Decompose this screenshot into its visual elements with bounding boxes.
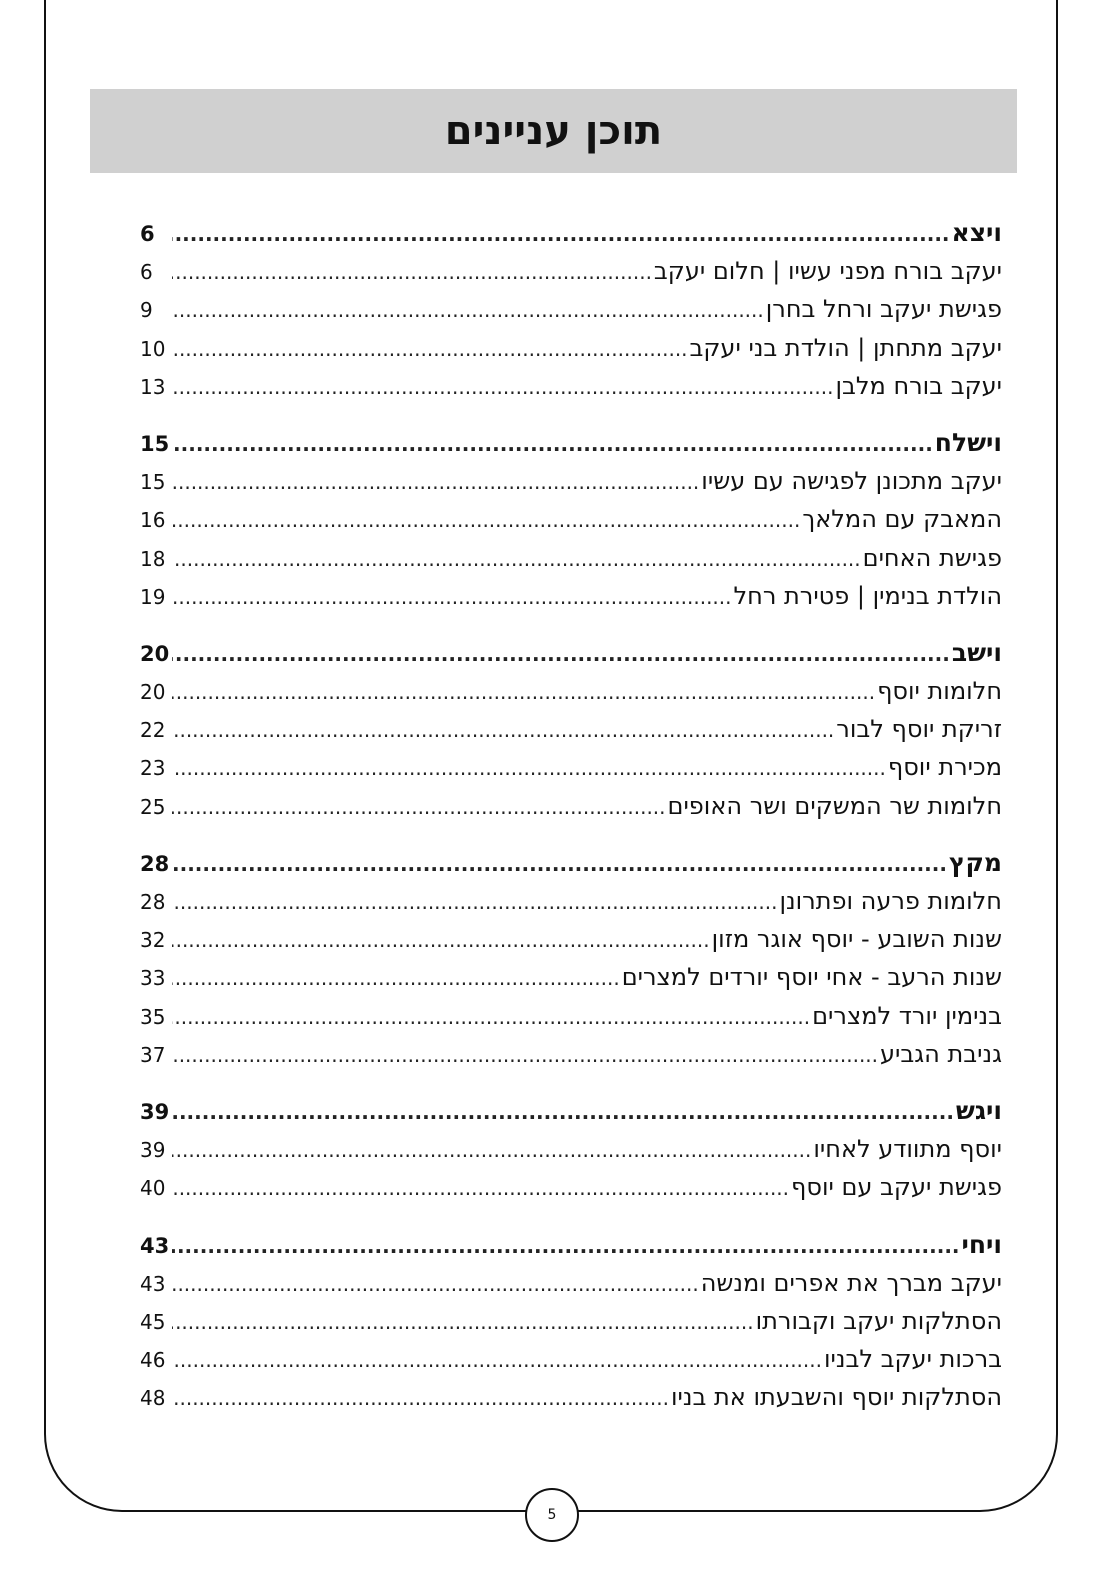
- dot-leader: [172, 253, 652, 291]
- toc-entry-title: שנות השובע - יוסף אוגר מזון: [711, 925, 1002, 954]
- toc-entry[interactable]: [140, 958, 1002, 996]
- dot-leader: [172, 1093, 954, 1131]
- toc-entry-page-number: 18: [140, 546, 166, 571]
- section-heading-title: ויצא: [951, 218, 1002, 247]
- section-page-number: 15: [140, 431, 170, 456]
- toc-entry-page-number: 22: [140, 718, 166, 743]
- toc-entry-title: פגישת האחים: [862, 543, 1002, 572]
- section-page-number: 20: [140, 641, 170, 666]
- section-page-number: 39: [140, 1099, 170, 1124]
- section-heading-title: ויחי: [961, 1229, 1002, 1259]
- toc-entry-title: חלומות יוסף: [877, 677, 1002, 706]
- toc-entry-title: חלומות פרעה ופתרונן: [779, 887, 1002, 915]
- dot-leader: [172, 673, 875, 711]
- dot-leader: [172, 959, 620, 997]
- dot-leader: [172, 711, 834, 749]
- toc-entry-title: זריקת יוסף לבור: [836, 715, 1002, 744]
- toc-section-heading[interactable]: [140, 1092, 1002, 1130]
- toc-entry-title: יעקב בורח מלבן: [835, 371, 1002, 400]
- dot-leader: [172, 463, 699, 501]
- toc-entry-page-number: 32: [140, 928, 166, 953]
- dot-leader: [172, 330, 688, 368]
- toc-entry-page-number: 45: [140, 1309, 166, 1334]
- toc-section: [140, 1226, 1002, 1417]
- toc-entry[interactable]: [140, 1340, 1002, 1378]
- toc-entry-title: גניבת הגביע: [880, 1039, 1002, 1068]
- dot-leader: [172, 1379, 669, 1417]
- toc-entry-page-number: 37: [140, 1042, 166, 1067]
- toc-entry-page-number: 48: [140, 1386, 166, 1411]
- toc-entry-page-number: 10: [140, 336, 166, 361]
- section-page-number: 43: [140, 1233, 170, 1258]
- toc-section: [140, 424, 1002, 615]
- dot-leader: [172, 1169, 789, 1207]
- toc-section: [140, 844, 1002, 1073]
- toc-section-heading[interactable]: [140, 1226, 1002, 1264]
- toc-entry-title: שנות הרעב - אחי יוסף יורדים למצרים: [621, 963, 1002, 992]
- toc-entry-page-number: 6: [140, 260, 153, 285]
- table-of-contents: [140, 214, 1002, 1435]
- toc-entry[interactable]: [140, 577, 1002, 615]
- toc-entry[interactable]: [140, 1378, 1002, 1416]
- toc-entry-title: הסתלקות יוסף והשבעתו את בניו: [671, 1383, 1002, 1412]
- toc-entry-page-number: 28: [140, 890, 166, 914]
- dot-leader: [172, 845, 947, 883]
- dot-leader: [172, 540, 861, 578]
- toc-section: [140, 634, 1002, 825]
- toc-section-heading[interactable]: [140, 844, 1002, 882]
- toc-entry-page-number: 13: [140, 374, 166, 399]
- toc-entry[interactable]: [140, 748, 1002, 786]
- toc-section: [140, 1092, 1002, 1207]
- dot-leader: [172, 635, 950, 673]
- toc-entry-title: יעקב בורח מפני עשיו | חלום יעקב: [653, 257, 1002, 286]
- toc-entry-page-number: 46: [140, 1348, 166, 1373]
- toc-entry-title: הסתלקות יעקב וקבורתו: [755, 1306, 1002, 1335]
- dot-leader: [172, 425, 933, 463]
- toc-entry-page-number: 23: [140, 756, 166, 781]
- dot-leader: [172, 501, 800, 539]
- toc-entry-title: הולדת בנימין | פטירת רחל: [733, 581, 1002, 610]
- toc-entry-page-number: 33: [140, 966, 166, 991]
- dot-leader: [172, 368, 833, 406]
- toc-entry-page-number: 35: [140, 1004, 166, 1029]
- toc-entry[interactable]: [140, 672, 1002, 710]
- dot-leader: [172, 1227, 960, 1265]
- dot-leader: [172, 578, 732, 616]
- dot-leader: [172, 749, 886, 787]
- section-page-number: 28: [140, 851, 170, 876]
- toc-entry[interactable]: [140, 252, 1002, 290]
- toc-entry-page-number: 9: [140, 298, 153, 323]
- dot-leader: [172, 998, 810, 1036]
- title-banner: [90, 89, 1017, 173]
- toc-entry[interactable]: [140, 500, 1002, 538]
- toc-entry-title: יעקב מברך את אפרים ומנשה: [700, 1268, 1002, 1297]
- toc-entry[interactable]: [140, 539, 1002, 577]
- toc-entry-title: המאבק עם המלאך: [802, 505, 1002, 534]
- toc-entry-title: פגישת יעקב ורחל בחרן: [765, 295, 1002, 324]
- toc-entry[interactable]: [140, 997, 1002, 1035]
- toc-entry-title: חלומות שר המשקים ושר האופים: [667, 791, 1002, 820]
- toc-entry[interactable]: [140, 367, 1002, 405]
- section-heading-title: וישב: [951, 637, 1002, 667]
- toc-entry-page-number: 20: [140, 680, 166, 705]
- toc-entry[interactable]: [140, 290, 1002, 328]
- page-number: 5: [525, 1488, 579, 1542]
- toc-entry-page-number: 25: [140, 794, 166, 819]
- toc-entry[interactable]: [140, 710, 1002, 748]
- section-page-number: 6: [140, 222, 155, 246]
- toc-section-heading[interactable]: [140, 634, 1002, 672]
- toc-entry-page-number: 19: [140, 584, 166, 609]
- toc-entry[interactable]: [140, 1302, 1002, 1340]
- toc-entry[interactable]: [140, 1168, 1002, 1206]
- toc-entry-title: יעקב מתחתן | הולדת בני יעקב: [689, 333, 1002, 362]
- toc-entry-title: מכירת יוסף: [887, 753, 1002, 782]
- dot-leader: [172, 921, 710, 959]
- page-title: תוכן עניינים: [444, 108, 663, 154]
- toc-entry-page-number: 43: [140, 1271, 166, 1296]
- section-heading-title: וישלח: [934, 427, 1002, 457]
- dot-leader: [172, 788, 666, 826]
- toc-entry-page-number: 39: [140, 1138, 166, 1163]
- toc-section-heading[interactable]: [140, 424, 1002, 462]
- toc-entry[interactable]: [140, 329, 1002, 367]
- dot-leader: [172, 1303, 754, 1341]
- toc-entry-title: ברכות יעקב לבניו: [823, 1345, 1002, 1374]
- dot-leader: [172, 1036, 878, 1074]
- toc-entry[interactable]: [140, 1130, 1002, 1168]
- toc-entry-page-number: 40: [140, 1176, 166, 1201]
- dot-leader: [172, 215, 950, 253]
- section-heading-title: ויגש: [955, 1095, 1002, 1125]
- toc-entry[interactable]: [140, 462, 1002, 500]
- toc-entry[interactable]: [140, 920, 1002, 958]
- dot-leader: [172, 1265, 699, 1303]
- toc-entry[interactable]: [140, 787, 1002, 825]
- toc-section: [140, 214, 1002, 405]
- toc-entry-title: בנימין יורד למצרים: [812, 1001, 1002, 1030]
- toc-section-heading[interactable]: [140, 214, 1002, 252]
- toc-entry-page-number: 15: [140, 470, 166, 495]
- section-heading-title: מקץ: [948, 847, 1002, 877]
- dot-leader: [172, 1131, 811, 1169]
- toc-entry[interactable]: [140, 882, 1002, 920]
- dot-leader: [172, 883, 777, 921]
- toc-entry[interactable]: [140, 1035, 1002, 1073]
- dot-leader: [172, 291, 764, 329]
- toc-entry-title: יעקב מתכונן לפגישה עם עשיו: [701, 467, 1002, 496]
- toc-entry-page-number: 16: [140, 508, 166, 533]
- dot-leader: [172, 1341, 822, 1379]
- toc-entry-title: פגישת יעקב עם יוסף: [791, 1173, 1002, 1202]
- toc-entry-title: יוסף מתוודע לאחיו: [813, 1135, 1002, 1164]
- toc-entry[interactable]: [140, 1264, 1002, 1302]
